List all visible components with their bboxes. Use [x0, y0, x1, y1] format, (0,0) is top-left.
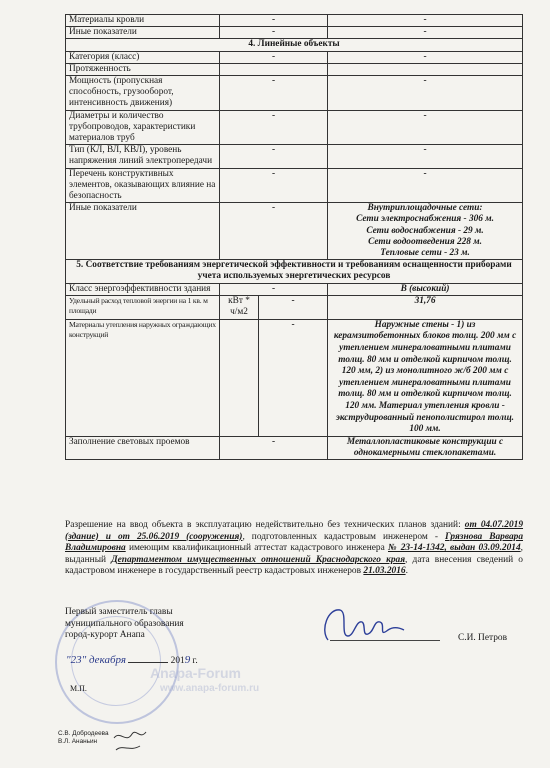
indicators-table — [65, 14, 523, 460]
value-actual: Наружные стены - 1) из керамзитобетонных блоков толщ. 200 мм с утеплением минераловатными плитами толщ. 80 мм и отделкой кирпичом толщ. 120 мм, 2) из монолитного ж/б 200 мм с утеплением минераловатными плитами толщ. 80 мм и отделкой кирпичом толщ. 120 мм. Материал утепления кровли - экструдированный пенополистирол толщ. 100 мм. — [328, 319, 523, 436]
date-suffix: г. — [190, 656, 198, 666]
value-project: - — [220, 76, 328, 111]
table-row — [66, 63, 523, 75]
value-actual: - — [328, 145, 523, 168]
value-actual: - — [328, 168, 523, 203]
row-label: Иные показатели — [66, 27, 220, 39]
para-text: , дата внесения сведений о кадастровом инженере в государственный реестр кадастровых инженеров — [65, 554, 523, 577]
row-label: Класс энергоэффективности здания — [66, 283, 220, 295]
position-line-1: Первый заместитель главы — [65, 607, 173, 617]
networks-heat: Тепловые сети - 23 м. — [380, 248, 470, 259]
value-project: - — [220, 168, 328, 203]
networks-heading: Внутриплощадочные сети: — [367, 203, 483, 214]
table-row — [66, 283, 523, 295]
position-line-2: муниципального образования — [65, 618, 184, 629]
row-label: Перечень конструктивных элементов, оказывающих влияние на безопасность — [66, 168, 220, 203]
networks-water: Сети водоснабжения - 29 м. — [366, 225, 484, 236]
watermark-url: www.anapa-forum.ru — [160, 683, 260, 694]
table-row — [66, 319, 523, 436]
row-label: Протяженность — [66, 63, 220, 75]
value-actual: Металлопластиковые конструкции с однокамерными стеклопакетами. — [328, 436, 523, 459]
date-year-suffix: 9 — [184, 654, 191, 666]
value-project: - — [259, 319, 328, 436]
value-project — [220, 63, 328, 75]
unit-line-1: кВт * — [228, 295, 250, 306]
value-actual: 31,76 — [328, 295, 523, 319]
para-text: , выданный — [65, 543, 524, 565]
table-row — [66, 295, 523, 319]
table-row — [66, 436, 523, 459]
value-project: - — [220, 436, 328, 459]
initials-signature — [110, 726, 150, 756]
section-header-row — [66, 260, 523, 283]
executor-1: С.В. Добродеева — [58, 730, 109, 737]
table-row — [66, 27, 523, 39]
row-label: Категория (класс) — [66, 51, 220, 63]
signatory-name: С.И. Петров — [458, 633, 507, 643]
date-year-prefix: 201 — [170, 656, 185, 666]
table-row — [66, 203, 523, 260]
unit-cell — [220, 295, 259, 319]
table-row — [66, 51, 523, 63]
value-actual: - — [328, 15, 523, 27]
executor-2: В.Л. Ананьин — [58, 738, 98, 745]
table-row — [66, 168, 523, 203]
row-label: Материалы кровли — [66, 15, 220, 27]
table-row — [66, 76, 523, 111]
value-project: - — [220, 145, 328, 168]
networks-cell — [328, 203, 523, 260]
validity-paragraph — [65, 520, 523, 578]
engineer-name: Грязнова Варвара Владимировна — [65, 531, 524, 554]
stamp-place-label: М.П. — [70, 684, 87, 693]
watermark-logo: Anapa-Forum — [150, 665, 241, 681]
value-actual: - — [328, 51, 523, 63]
unit-line-2: ч/м2 — [230, 307, 248, 318]
row-label: Мощность (пропускная способность, грузооборот, интенсивность движения) — [66, 76, 220, 111]
table-row — [66, 110, 523, 145]
para-text: имеющим квалификационный аттестат кадастрового инженера — [125, 543, 385, 554]
value-project: - — [259, 295, 328, 319]
value-project: - — [220, 51, 328, 63]
issuer-name: Департаментом имущественных отношений Краснодарского края — [111, 554, 406, 565]
value-project: - — [220, 203, 328, 260]
para-text: , подготовленных кадастровым инженером - — [242, 531, 438, 542]
handwritten-signature — [318, 600, 408, 650]
value-actual: В (высокий) — [328, 283, 523, 295]
value-project: - — [220, 283, 328, 295]
executors-block — [58, 730, 109, 746]
empty-cell — [220, 319, 259, 436]
value-actual: - — [328, 76, 523, 111]
signature-line — [330, 640, 440, 641]
section-4-title: 4. Линейные объекты — [66, 39, 523, 51]
value-project: - — [220, 27, 328, 39]
row-label: Иные показатели — [66, 203, 220, 260]
row-label: Материалы утепления наружных ограждающих конструкций — [66, 319, 220, 436]
para-text: . — [405, 566, 408, 577]
registry-date: 21.03.2016 — [363, 566, 406, 577]
value-project: - — [220, 15, 328, 27]
plan-dates: от 04.07.2019 (здание) и от 25.06.2019 (сооружения) — [65, 520, 524, 542]
position-line-3: город-курорт Анапа — [65, 630, 145, 640]
signatory-position — [65, 607, 265, 642]
networks-power: Сети электроснабжения - 306 м. — [356, 214, 494, 225]
certificate-number: № 23-14-1342, выдан 03.09.2014 — [388, 543, 521, 554]
value-project: - — [220, 110, 328, 145]
row-label: Заполнение световых проемов — [66, 436, 220, 459]
row-label: Тип (КЛ, ВЛ, КВЛ), уровень напряжения линий электропередачи — [66, 145, 220, 168]
row-label: Диаметры и количество трубопроводов, характеристики материалов труб — [66, 110, 220, 145]
date-day-month: "23" декабря — [66, 654, 126, 666]
value-actual: - — [328, 110, 523, 145]
section-5-title: 5. Соответствие требованиям энергетической эффективности и требованиям оснащенности приборами учета используемых энергетических ресурсов — [66, 260, 523, 283]
table-row — [66, 15, 523, 27]
value-actual: - — [328, 27, 523, 39]
networks-sewage: Сети водоотведения 228 м. — [368, 236, 482, 247]
value-actual — [328, 63, 523, 75]
section-header-row — [66, 39, 523, 51]
table-row — [66, 145, 523, 168]
row-label: Удельный расход тепловой энергии на 1 кв. м площади — [66, 295, 220, 319]
para-text: Разрешение на ввод объекта в эксплуатацию недействительно без технических планов зданий: — [65, 520, 461, 530]
